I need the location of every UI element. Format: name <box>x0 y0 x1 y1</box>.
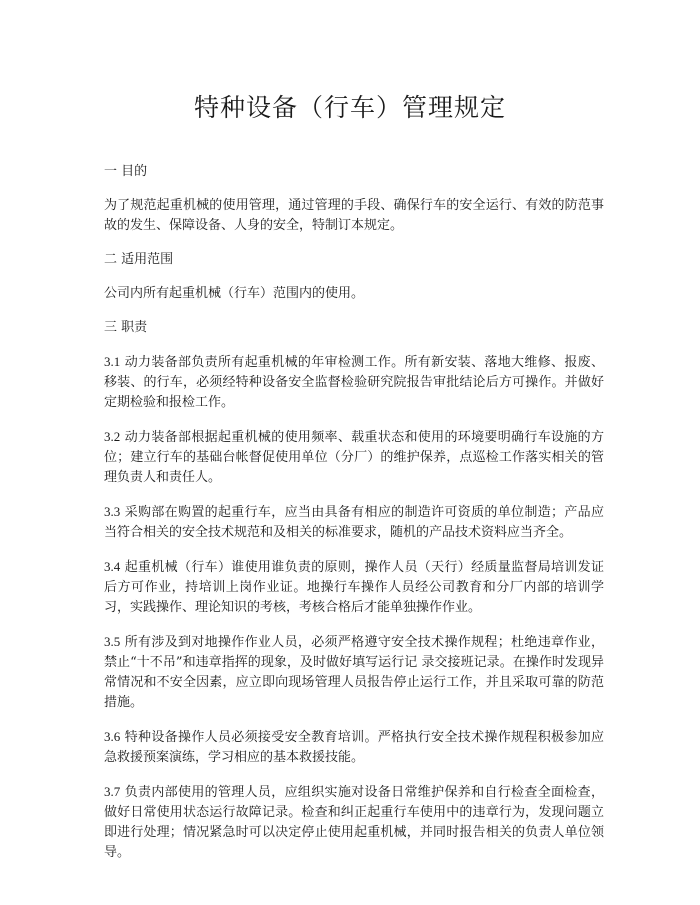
item-text: 起重机械（行车）谁使用谁负责的原则，操作人员（天行）经质量监督局培训发证后方可作业，持培训上岗作业证。地操行车操作人员经公司教育和分厂内部的培训学习，实践操作、理论知识的考核，考核合格后才能单独操作作业。 <box>104 560 604 615</box>
item-3-4 <box>104 557 604 618</box>
item-number: 3.4 <box>104 559 121 574</box>
item-3-6 <box>104 727 604 768</box>
document-body <box>104 158 604 877</box>
item-text: 动力装备部负责所有起重机械的年审检测工作。所有新安装、落地大维修、报废、移装、的行车，必须经特种设备安全监督检验研究院报告审批结论后方可操作。并做好定期检验和报检工作。 <box>104 355 604 410</box>
item-number: 3.2 <box>104 429 121 444</box>
scope-paragraph: 公司内所有起重机械（行车）范围内的使用。 <box>104 286 365 301</box>
item-3-5 <box>104 632 604 713</box>
item-text: 动力装备部根据起重机械的使用频率、载重状态和使用的环境要明确行车设施的方位；建立行车的基础台帐督促使用单位（分厂）的维护保养，点巡检工作落实相关的管理负责人和责任人。 <box>104 430 604 485</box>
item-3-3 <box>104 502 604 543</box>
item-text: 采购部在购置的起重行车，应当由具备有相应的制造许可资质的单位制造；产品应当符合相关的安全技术规范和及相关的标准要求，随机的产品技术资料应当齐全。 <box>104 505 604 540</box>
item-3-1 <box>104 352 604 413</box>
item-number: 3.1 <box>104 354 121 369</box>
item-3-2 <box>104 427 604 488</box>
page-title: 特种设备（行车）管理规定 <box>193 93 506 122</box>
item-number: 3.5 <box>104 634 121 649</box>
section-heading-purpose: 一 目的 <box>104 164 148 179</box>
section-heading-responsibilities: 三 职责 <box>104 320 148 335</box>
item-text: 所有涉及到对地操作作业人员，必须严格遵守安全技术操作规程；杜绝违章作业，禁止“十不吊”和违章指挥的现象，及时做好填写运行记 录交接班记录。在操作时发现异常情况和不安全因素，应立即向现场管理人员报告停止运行工作，并且采取可靠的防范措施。 <box>104 635 604 710</box>
section-heading-scope: 二 适用范围 <box>104 252 174 267</box>
item-number: 3.3 <box>104 504 121 519</box>
item-text: 负责内部使用的管理人员，应组织实施对设备日常维护保养和自行检查全面检查，做好日常使用状态运行故障记录。检查和纠正起重行车使用中的违章行为，发现问题立即进行处理；情况紧急时可以决定停止使用起重机械，并同时报告相关的负责人单位领导。 <box>104 785 604 860</box>
item-number: 3.7 <box>104 784 121 799</box>
item-text: 特种设备操作人员必须接受安全教育培训。严格执行安全技术操作规程积极参加应急救援预案演练，学习相应的基本救援技能。 <box>104 730 604 765</box>
item-3-7 <box>104 782 604 863</box>
purpose-paragraph: 为了规范起重机械的使用管理，通过管理的手段、确保行车的安全运行、有效的防范事故的发生、保障设备、人身的安全，特制订本规定。 <box>104 198 604 233</box>
item-number: 3.6 <box>104 729 121 744</box>
